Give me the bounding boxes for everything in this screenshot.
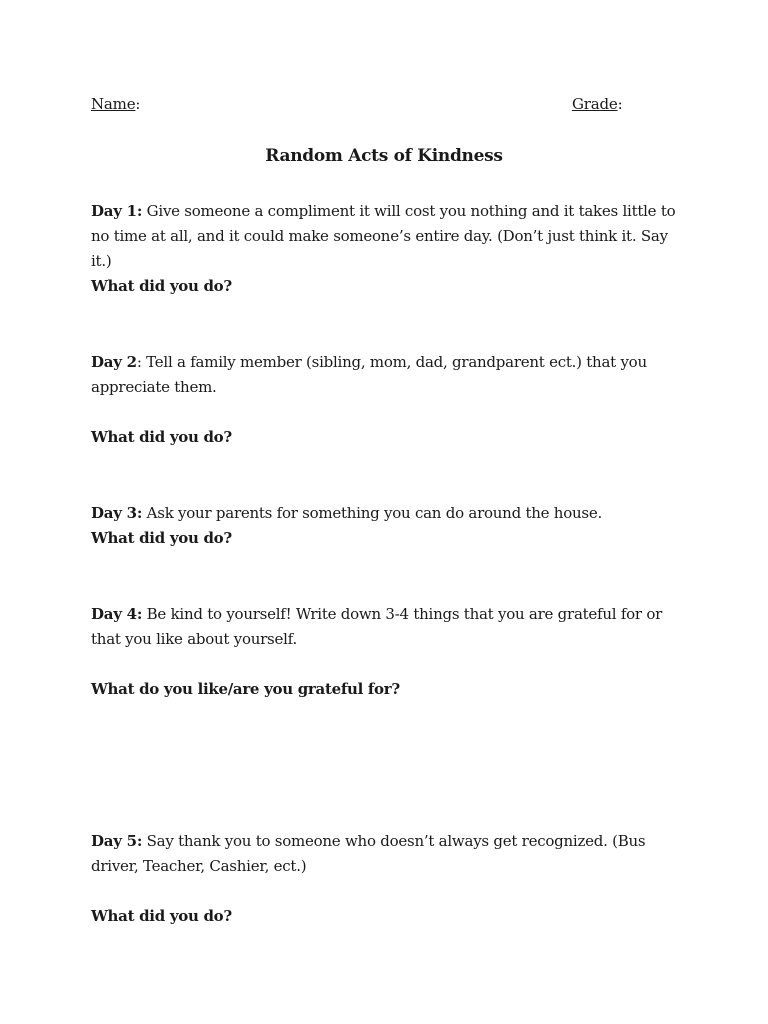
page-title: Random Acts of Kindness bbox=[265, 146, 503, 166]
day-2-label: Day 2 bbox=[91, 353, 137, 371]
day-2-text: : Tell a family member (sibling, mom, dad, grandparent ect.) that you appreciate them. bbox=[91, 353, 647, 396]
day-3-text: Ask your parents for something you can do around the house. bbox=[142, 504, 602, 522]
day-1-label: Day 1: bbox=[91, 202, 143, 220]
name-colon: : bbox=[135, 95, 141, 113]
day-5-instruction bbox=[91, 829, 691, 879]
day-4-label: Day 4: bbox=[91, 605, 143, 623]
day-2-question: What did you do? bbox=[91, 428, 232, 446]
name-label: Name bbox=[91, 95, 136, 113]
day-5-text: Say thank you to someone who doesn’t always get recognized. (Bus driver, Teacher, Cashier, ect.) bbox=[91, 832, 646, 875]
grade-label: Grade bbox=[572, 95, 618, 113]
day-5-label: Day 5: bbox=[91, 832, 143, 850]
day-1-question: What did you do? bbox=[91, 277, 232, 295]
name-field bbox=[91, 94, 140, 114]
day-4-instruction bbox=[91, 602, 691, 652]
day-3-question: What did you do? bbox=[91, 529, 232, 547]
day-3-label: Day 3: bbox=[91, 504, 143, 522]
day-4-question: What do you like/are you grateful for? bbox=[91, 680, 400, 698]
grade-colon: : bbox=[617, 95, 623, 113]
day-4-text: Be kind to yourself! Write down 3-4 things that you are grateful for or that you like about yourself. bbox=[91, 605, 663, 648]
day-5-question: What did you do? bbox=[91, 907, 232, 925]
day-2-instruction bbox=[91, 350, 691, 400]
day-1-text: Give someone a compliment it will cost you nothing and it takes little to no time at all, and it could make someone’s entire day. (Don’t just think it. Say it.) bbox=[91, 202, 676, 270]
day-3-instruction bbox=[91, 501, 691, 526]
grade-field bbox=[572, 94, 622, 114]
day-1-instruction bbox=[91, 199, 691, 274]
